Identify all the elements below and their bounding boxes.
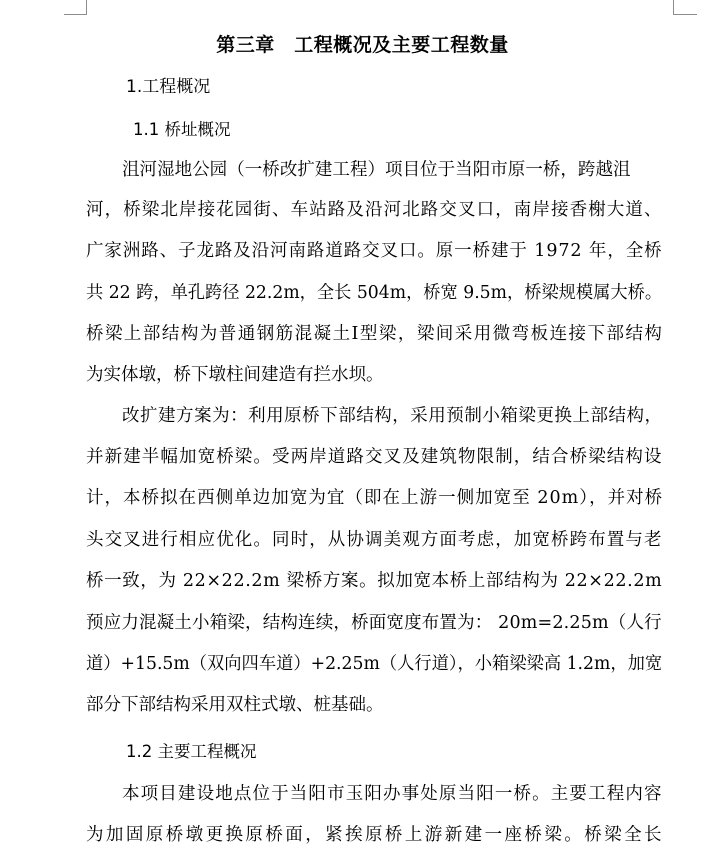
paragraph-line: 本项目建设地点位于当阳市玉阳办事处原当阳一桥。主要工程内容 xyxy=(122,784,663,804)
section-heading-1: 1.工程概况 xyxy=(126,77,211,97)
paragraph-line: 计，本桥拟在西侧单边加宽为宜（即在上游一侧加宽至 20m），并对桥 xyxy=(86,488,664,508)
paragraph-line: 部分下部结构采用双柱式墩、桩基础。 xyxy=(86,695,384,715)
crop-mark-right-horizontal xyxy=(673,14,697,15)
subsection-heading-1-1: 1.1 桥址概况 xyxy=(133,120,231,139)
subsection-heading-1-2: 1.2 主要工程概况 xyxy=(126,742,257,761)
crop-mark-left-vertical xyxy=(86,0,87,14)
paragraph-line: 桥一致，为 22×22.2m 梁桥方案。拟加宽本桥上部结构为 22×22.2m xyxy=(86,571,663,591)
paragraph-line: 预应力混凝土小箱梁，结构连续，桥面宽度布置为： 20m=2.25m（人行 xyxy=(86,613,662,633)
paragraph-line: 为加固原桥墩更换原桥面，紧挨原桥上游新建一座桥梁。桥梁全长 xyxy=(86,825,664,845)
crop-mark-left-horizontal xyxy=(64,14,87,15)
paragraph-line: 桥梁上部结构为普通钢筋混凝土Ⅰ型梁，梁间采用微弯板连接下部结构 xyxy=(86,324,664,344)
paragraph-line: 道）+15.5m（双向四车道）+2.25m（人行道），小箱梁梁高 1.2m，加宽 xyxy=(86,654,663,674)
paragraph-line: 河，桥梁北岸接花园街、车站路及沿河北路交叉口，南岸接香榭大道、 xyxy=(86,200,663,220)
paragraph-line: 广家洲路、子龙路及沿河南路道路交叉口。原一桥建于 1972 年，全桥 xyxy=(86,241,663,261)
chapter-title: 第三章 工程概况及主要工程数量 xyxy=(216,34,509,56)
paragraph-line: 并新建半幅加宽桥梁。受两岸道路交叉及建筑物限制，结合桥梁结构设 xyxy=(86,447,663,467)
paragraph-line: 沮河湿地公园（一桥改扩建工程）项目位于当阳市原一桥，跨越沮 xyxy=(122,160,631,180)
paragraph-line: 共 22 跨，单孔跨径 22.2m，全长 504m，桥宽 9.5m，桥梁规模属大桥。 xyxy=(86,283,663,303)
paragraph-line: 改扩建方案为：利用原桥下部结构，采用预制小箱梁更换上部结构， xyxy=(122,406,663,426)
crop-mark-right-vertical xyxy=(673,0,674,14)
paragraph-line: 为实体墩，桥下墩柱间建造有拦水坝。 xyxy=(86,365,384,385)
paragraph-line: 头交叉进行相应优化。同时，从协调美观方面考虑，加宽桥跨布置与老 xyxy=(86,530,663,550)
